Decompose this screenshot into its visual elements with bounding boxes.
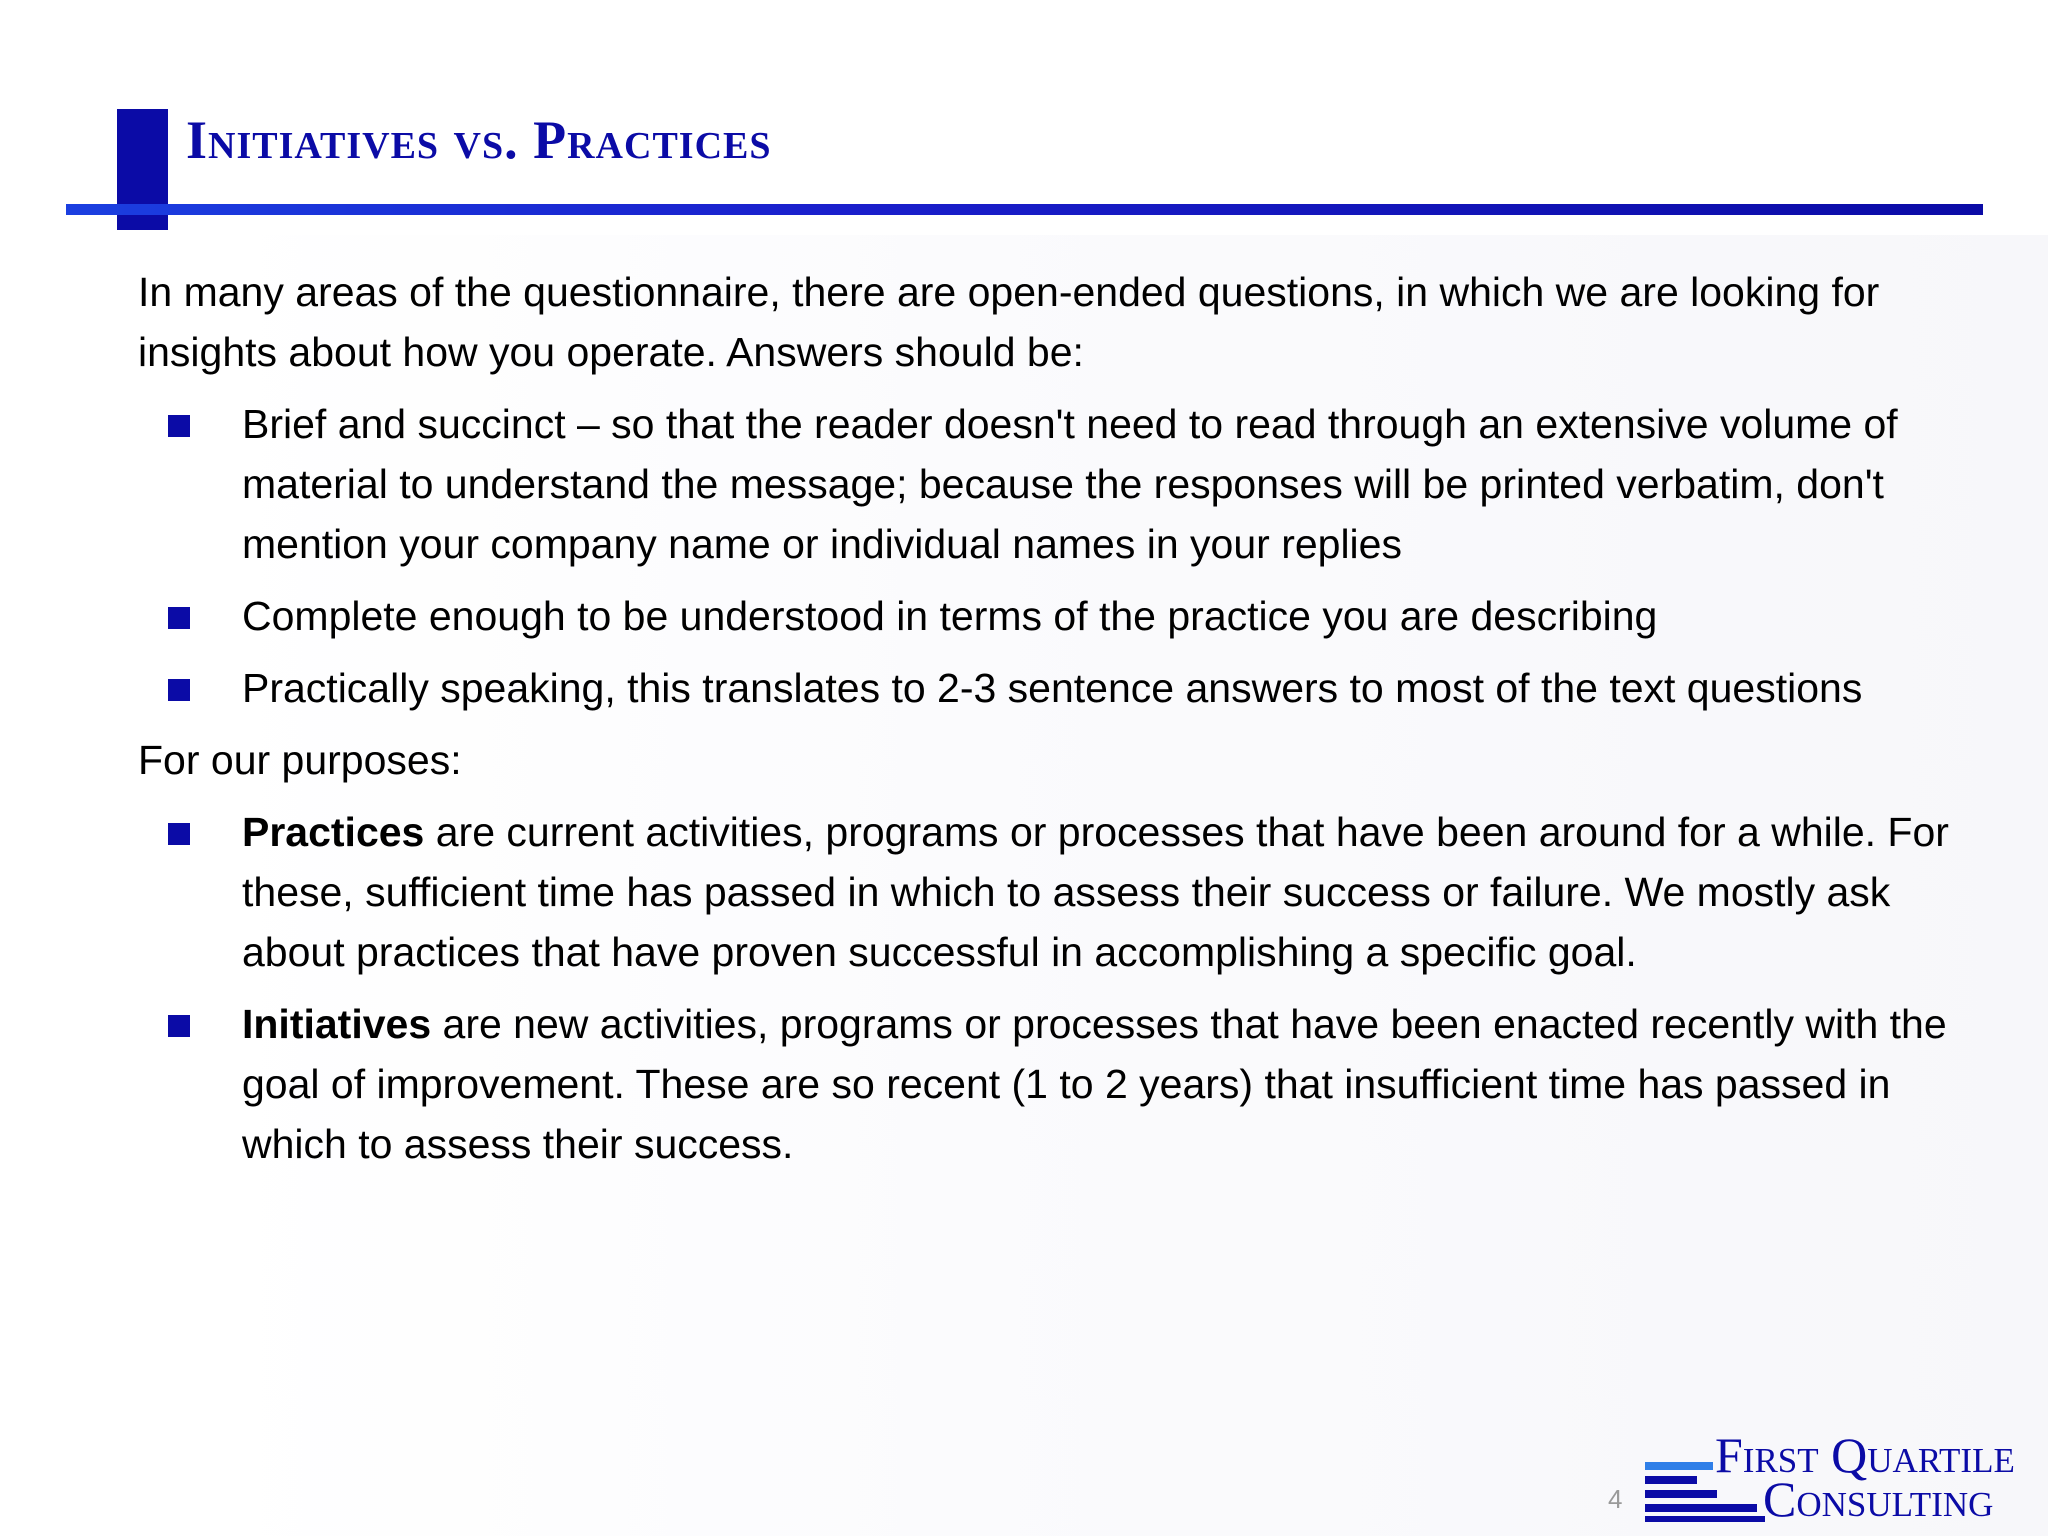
list-item [138, 394, 1978, 574]
definition-term: Initiatives [242, 1001, 432, 1047]
company-logo [1645, 1427, 2045, 1527]
intro-paragraph: In many areas of the questionnaire, there are open-ended questions, in which we are looking for insights about how you operate. Answers should be: [138, 269, 1880, 375]
definition-text: are current activities, programs or processes that have been around for a while. For these, sufficient time has passed in which to assess their success or failure. We mostly ask about practices that have proven successful in accomplishing a specific goal. [242, 809, 1949, 975]
logo-bar-icon [1645, 1490, 1717, 1498]
logo-line-1: First Quartile [1715, 1427, 2015, 1483]
list-item [138, 586, 1978, 646]
list-item-text: Complete enough to be understood in terms of the practice you are describing [242, 593, 1658, 639]
list-item [138, 994, 1978, 1174]
slide-title: Initiatives vs. Practices [186, 110, 772, 170]
square-bullet-icon [168, 823, 190, 845]
square-bullet-icon [168, 679, 190, 701]
page-number: 4 [1608, 1484, 1623, 1514]
list-item-text: Brief and succinct – so that the reader doesn't need to read through an extensive volume of material to understand the message; because the responses will be printed verbatim, don't mention your company name or individual names in your replies [242, 401, 1898, 567]
square-bullet-icon [168, 1015, 190, 1037]
slide-body [138, 262, 1978, 1186]
logo-bar-icon [1645, 1462, 1713, 1470]
list-item-text: Practically speaking, this translates to 2-3 sentence answers to most of the text questions [242, 665, 1863, 711]
answer-guidelines-list [138, 394, 1978, 718]
purposes-label: For our purposes: [138, 737, 462, 783]
definitions-list [138, 802, 1978, 1174]
definition-text: are new activities, programs or processes that have been enacted recently with the goal of improvement. These are so recent (1 to 2 years) that insufficient time has passed in which to assess their success. [242, 1001, 1947, 1167]
list-item [138, 802, 1978, 982]
logo-line-2: Consulting [1763, 1471, 1994, 1527]
title-underline-rule [66, 204, 1983, 215]
definition-term: Practices [242, 809, 425, 855]
square-bullet-icon [168, 415, 190, 437]
logo-bar-icon [1645, 1504, 1757, 1512]
square-bullet-icon [168, 607, 190, 629]
logo-bar-icon [1645, 1516, 1765, 1522]
logo-bar-icon [1645, 1476, 1697, 1484]
list-item [138, 658, 1978, 718]
